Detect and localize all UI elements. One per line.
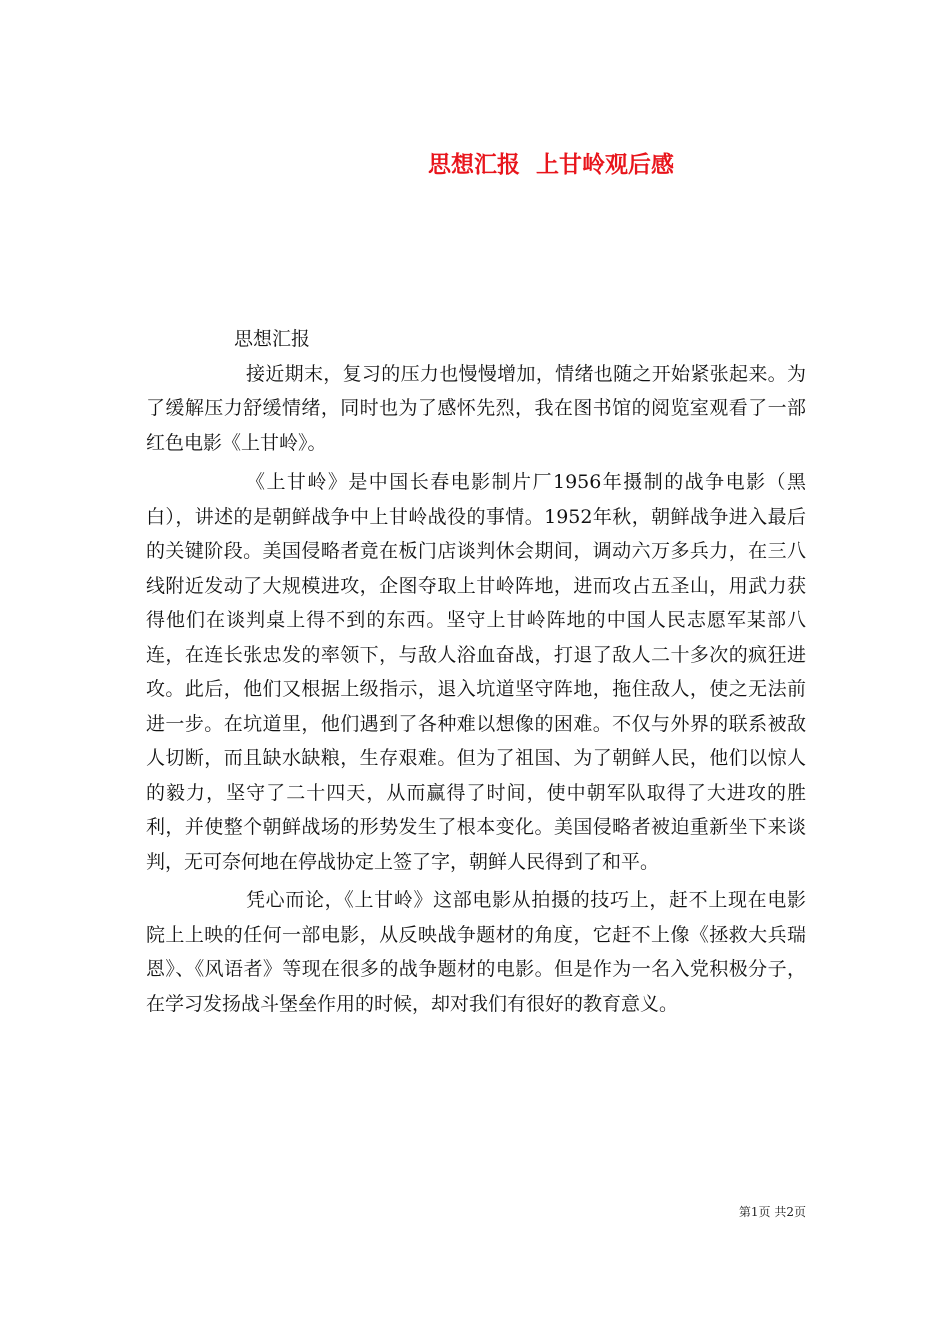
- page-number-footer: 第1页 共2页: [738, 1205, 806, 1219]
- document-body: [146, 322, 806, 1021]
- paragraph-intro: 接近期末，复习的压力也慢慢增加，情绪也随之开始紧张起来。为了缓解压力舒缓情绪，同时也为了感怀先烈，我在图书馆的阅览室观看了一部红色电影《上甘岭》。: [146, 362, 806, 454]
- section-heading: 思想汇报: [234, 328, 311, 350]
- document-title: 思想汇报 上甘岭观后感: [427, 151, 674, 179]
- paragraph-film-summary: 《上甘岭》是中国长春电影制片厂1956年摄制的战争电影（黑白），讲述的是朝鲜战争中上甘岭战役的事情。1952年秋，朝鲜战争进入最后的关键阶段。美国侵略者竟在板门店谈判休会期间，调动六万多兵力，在三八线附近发动了大规模进攻，企图夺取上甘岭阵地，进而攻占五圣山，用武力获得他们在谈判桌上得不到的东西。坚守上甘岭阵地的中国人民志愿军某部八连，在连长张忠发的率领下，与敌人浴血奋战，打退了敌人二十多次的疯狂进攻。此后，他们又根据上级指示，退入坑道坚守阵地，拖住敌人，使之无法前进一步。在坑道里，他们遇到了各种难以想像的困难。不仅与外界的联系被敌人切断，而且缺水缺粮，生存艰难。但为了祖国、为了朝鲜人民，他们以惊人的毅力，坚守了二十四天，从而赢得了时间，使中朝军队取得了大进攻的胜利，并使整个朝鲜战场的形势发生了根本变化。美国侵略者被迫重新坐下来谈判，无可奈何地在停战协定上签了字，朝鲜人民得到了和平。: [146, 471, 806, 873]
- paragraph-reflection: 凭心而论，《上甘岭》这部电影从拍摄的技巧上，赶不上现在电影院上上映的任何一部电影，从反映战争题材的角度，它赶不上像《拯救大兵瑞恩》、《风语者》等现在很多的战争题材的电影。但是作为一名入党积极分子，在学习发扬战斗堡垒作用的时候，却对我们有很好的教育意义。: [146, 889, 806, 1015]
